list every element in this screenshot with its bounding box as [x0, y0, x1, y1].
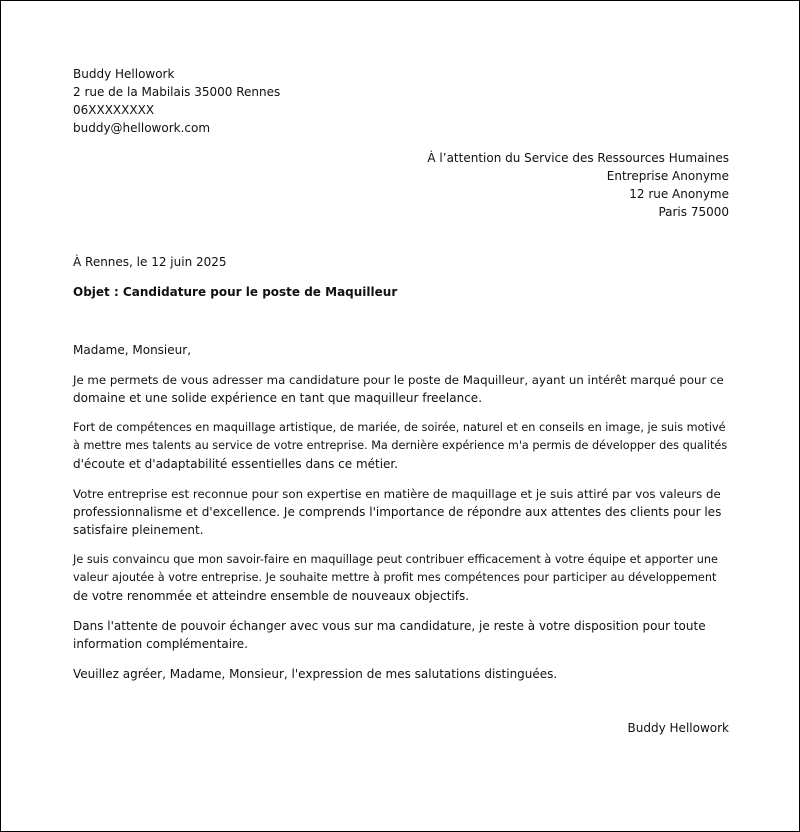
signature: Buddy Hellowork	[627, 721, 729, 735]
paragraph-line: information complémentaire.	[73, 637, 248, 651]
paragraph-line: de votre renommée et atteindre ensemble de nouveaux objectifs.	[73, 589, 470, 603]
body-paragraph-5	[73, 617, 729, 653]
sender-address: 2 rue de la Mabilais 35000 Rennes	[73, 85, 281, 99]
sender-block	[73, 65, 729, 137]
paragraph-line: Je suis convaincu que mon savoir-faire en maquillage peut contribuer efficacement à votre équipe et apporter une	[73, 553, 718, 566]
paragraph-line: domaine et une solide expérience en tant que maquilleur freelance.	[73, 391, 483, 405]
body-paragraph-2	[73, 419, 729, 473]
recipient-attention: À l’attention du Service des Ressources Humaines	[427, 151, 729, 165]
sender-phone: 06XXXXXXXX	[73, 103, 155, 117]
paragraph-line: d'écoute et d'adaptabilité essentielles dans ce métier.	[73, 457, 399, 471]
paragraph-line: Dans l'attente de pouvoir échanger avec vous sur ma candidature, je reste à votre disposition pour toute	[73, 619, 706, 633]
letter-body	[73, 371, 729, 683]
subject-line: Objet : Candidature pour le poste de Maquilleur	[73, 285, 398, 299]
body-paragraph-4	[73, 551, 729, 605]
recipient-street: 12 rue Anonyme	[629, 187, 729, 201]
recipient-city: Paris 75000	[658, 205, 729, 219]
recipient-block	[73, 149, 729, 221]
letter-content	[73, 65, 729, 737]
body-paragraph-3	[73, 485, 729, 539]
paragraph-line: Veuillez agréer, Madame, Monsieur, l'expression de mes salutations distinguées.	[73, 667, 558, 681]
salutation: Madame, Monsieur,	[73, 343, 192, 357]
paragraph-line: Je me permets de vous adresser ma candidature pour le poste de Maquilleur, ayant un intérêt marqué pour ce	[73, 373, 724, 387]
date-line: À Rennes, le 12 juin 2025	[73, 255, 227, 269]
paragraph-line: Fort de compétences en maquillage artistique, de mariée, de soirée, naturel et en conseils en image, je suis motivé	[73, 421, 726, 434]
paragraph-line: Votre entreprise est reconnue pour son expertise en matière de maquillage et je suis attiré par vos valeurs de	[73, 487, 721, 501]
sender-email: buddy@hellowork.com	[73, 121, 211, 135]
closing-paragraph	[73, 665, 729, 683]
paragraph-line: professionnalisme et d'excellence. Je comprends l'importance de répondre aux attentes des clients pour les	[73, 505, 722, 519]
recipient-company: Entreprise Anonyme	[606, 169, 729, 183]
paragraph-line: à mettre mes talents au service de votre entreprise. Ma dernière expérience m'a permis de développer des qualités	[73, 439, 728, 452]
paragraph-line: satisfaire pleinement.	[73, 523, 204, 537]
body-paragraph-1	[73, 371, 729, 407]
sender-name: Buddy Hellowork	[73, 67, 175, 81]
paragraph-line: valeur ajoutée à votre entreprise. Je souhaite mettre à profit mes compétences pour participer au développement	[73, 571, 717, 584]
